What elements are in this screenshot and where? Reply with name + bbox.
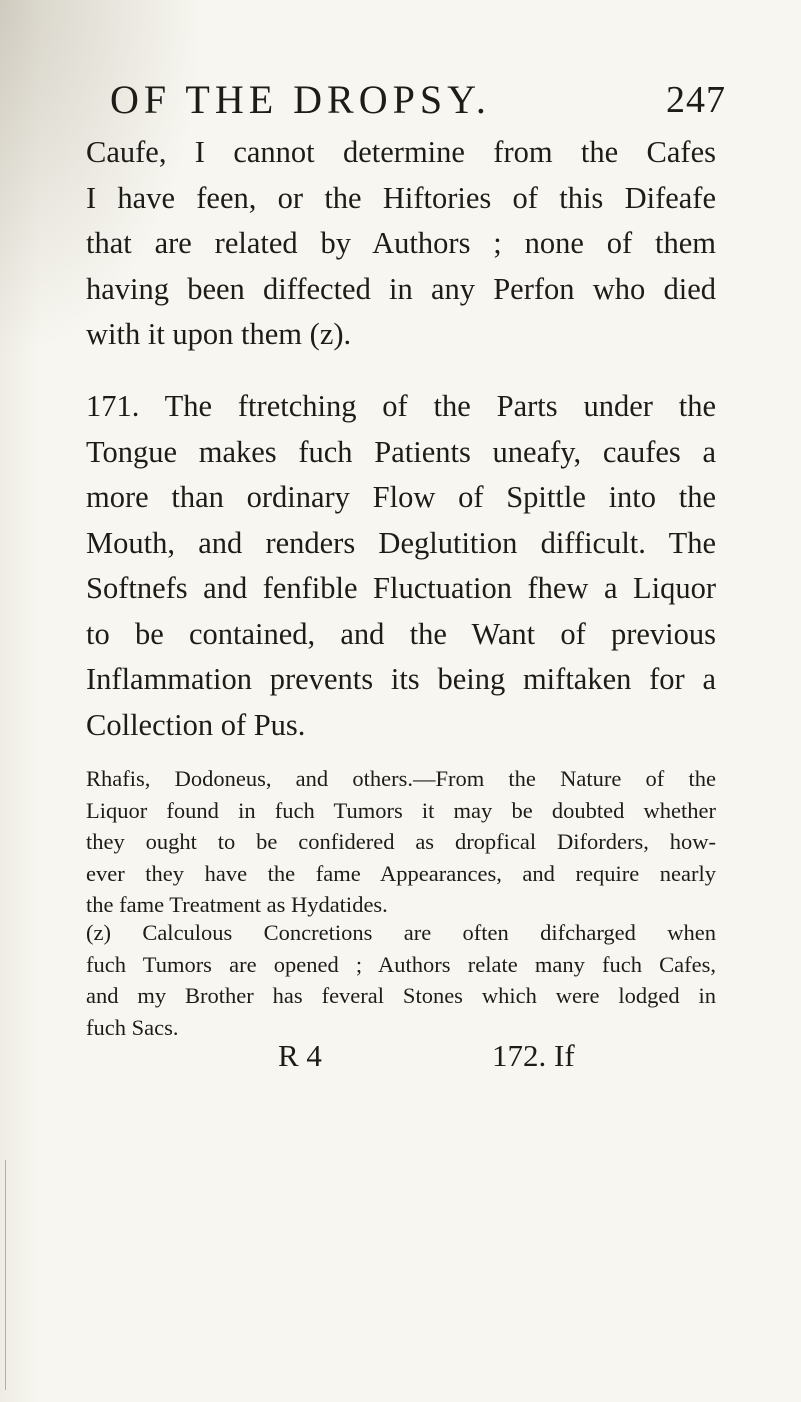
text-line: having been diffected in any Perfon who died: [86, 271, 716, 306]
signature-mark: R 4: [278, 1038, 322, 1073]
text-line: Caufe, I cannot determine from the Cafes: [86, 135, 716, 169]
text-line: to be contained, and the Want of previous: [86, 616, 716, 651]
note-line: Rhafis, Dodoneus, and others.—From the Nature of the: [86, 766, 716, 791]
text-line: I have feen, or the Hiftories of this Difeafe: [86, 180, 716, 215]
note-line: ever they have the fame Appearances, and require nearly: [86, 860, 716, 886]
footnote-z: [86, 917, 716, 1043]
footnote-continuation: [86, 763, 716, 921]
text-line: Inflammation prevents its being miftaken for a: [86, 662, 716, 696]
note-line: and my Brother has feveral Stones which were lodged in: [86, 983, 716, 1008]
text-line: Mouth, and renders Deglutition difficult. The: [86, 525, 716, 560]
note-line: (z) Calculous Concretions are often difcharged when: [86, 920, 716, 945]
catchword: 172. If: [492, 1038, 575, 1073]
scan-edge-line: [5, 1160, 6, 1390]
text-line: that are related by Authors ; none of them: [86, 226, 716, 260]
note-line: Liquor found in fuch Tumors it may be doubted whether: [86, 797, 716, 823]
text-line: Softnefs and fenfible Fluctuation fhew a Liquor: [86, 571, 716, 605]
text-line: with it upon them (z).: [86, 317, 352, 351]
note-line: fuch Sacs.: [86, 1014, 179, 1040]
text-line: 171. The ftretching of the Parts under the: [86, 389, 716, 423]
running-title: OF THE DROPSY.: [110, 77, 491, 122]
text-line: Collection of Pus.: [86, 707, 306, 742]
note-line: fuch Tumors are opened ; Authors relate many fuch Cafes,: [86, 951, 716, 977]
running-head: [110, 76, 726, 123]
note-line: they ought to be confidered as dropfical Diforders, how-: [86, 829, 716, 854]
page-number: 247: [666, 79, 726, 121]
note-line: the fame Treatment as Hydatides.: [86, 892, 388, 917]
text-line: more than ordinary Flow of Spittle into the: [86, 480, 716, 514]
paragraph-171: [86, 384, 716, 748]
text-line: Tongue makes fuch Patients uneafy, caufes a: [86, 434, 716, 469]
paragraph-continuation: [86, 130, 716, 358]
